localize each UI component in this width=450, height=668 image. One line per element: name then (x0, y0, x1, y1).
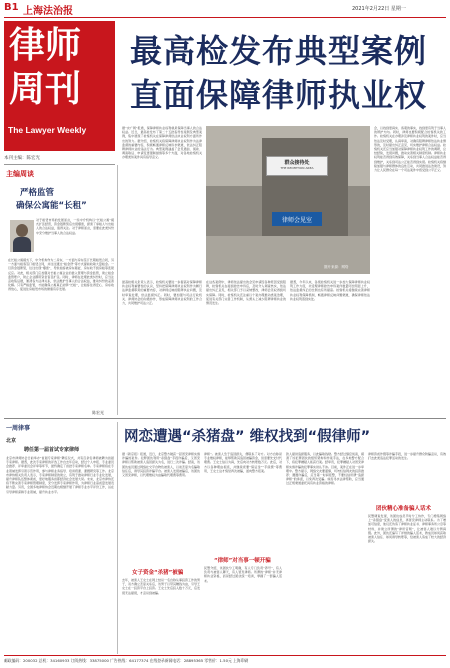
masthead-rule (4, 17, 446, 18)
bottom-col-2b: 民警介绍，该团伙分工明确，有人专门负责“养号”，有人负责与被害人聊天，有人冒充律师。所谓的“律师”并无律师执业资格，而是经过团伙统一培训，掌握了一套骗人话术。 (204, 566, 282, 583)
sign-lawyer-room (272, 212, 322, 226)
subhead-3: 团伙精心准备骗人话术 (376, 506, 432, 512)
sign-reception (266, 156, 328, 176)
photo-credit: 图片来源：网络 (324, 265, 349, 269)
news-head: 聘任第一届首试专家律师 (24, 447, 80, 453)
headline-line-2: 直面保障律师执业权 (130, 76, 428, 114)
bottom-col-1b: 去年，被害人王女士在网上结识一名自称从事投资工作的男子，双方确立恋爱关系后，该男子以带其赚钱为由，引导王女士在一投资平台上投资。王女士先后投入数十万元，后发现无法提现，才意识到被骗。 (122, 578, 200, 595)
section-rule (4, 418, 446, 419)
masthead (0, 0, 450, 18)
page-number: B1 (4, 2, 19, 13)
news-city: 北京 (6, 438, 17, 444)
headline-line-1: 最高检发布典型案例 (130, 32, 428, 70)
article-col-4: 据悉，今年以来，各级检察机关进一步加大保障律师执业权利工作力度，共受理律师控告申诉案件数量同比明显上升，依法监督纠正的比例也有所提高。检察机关将继续完善律师执业权利保障机制，畅通律师反映问题渠道，确保律师依法执业权利落到实处。 (290, 280, 370, 301)
bottom-col-3: 款人提供追损服务，以此骗取钱财。警方经过缜密侦查，摸清了该犯罪团伙的组织架构和作案手法，在多地警方配合下，将犯罪嫌疑人抓获归案。经审讯，犯罪嫌疑人对冒充律师实施诈骗的犯罪事实供认不讳。目前，案件正在进一步审理中。警方提示，网络交友要谨慎，切勿轻信网友的投资推荐；遭遇诈骗后，应当第一时间报警，不要轻信所谓“追损律师”的承诺，以免再次受骗。如需寻求法律帮助，应当通过正规渠道委托具有执业资格的律师。 (286, 452, 364, 486)
sidebar-author: 陈宏光 (92, 410, 104, 415)
sidebar-title-2: 确保公寓能“长租” (16, 201, 87, 211)
article-col-3: 在这些案例中，律师依法提出的会见申请因各种原因受到阻碍，检察机关在接到控告申诉后，及时介入调查核实，依法提出纠正意见，相关部门予以采纳整改，律师会见权得到切实保障。同时，检察机关还注重以个案办理推动类案治理，促进有关部门完善工作机制，从源头上减少阻碍律师执业的情况发生。 (206, 280, 286, 306)
divider (4, 164, 115, 165)
sidebar-section-label (4, 168, 115, 180)
sidebar-section-title: 主编周谈 (6, 170, 34, 178)
subhead-1: 女子资金“杀猪”被骗 (132, 570, 184, 576)
column-title-1: 律师 (9, 25, 82, 66)
article-col-2: 最高检相关负责人表示，检察机关要进一步提高对保障律师执业权利重要性的认识，坚持把保障律师执业权利作为履行法律监督职责的重要内容，对律师反映的阻碍执业问题，及时审查处理，依法监督纠正。同时，要加强与司法行政机关、律师协会的沟通协作，形成保障律师执业权利的工作合力，共同维护司法公正。 (122, 280, 202, 306)
sign-text-3: 律师会见室 (281, 217, 312, 224)
footer-rule (4, 655, 446, 656)
column-logo (4, 21, 115, 151)
subhead-2: “律师”对当事一顿开骗 (214, 558, 271, 564)
issue-date: 2021年2月22日 星期一 (352, 6, 406, 12)
column-editor: 本刊主编：陈宏光 (4, 156, 40, 161)
news-body: 北京市律师协会日前举办“首届专家律师”聘任仪式，共有百余名律师被聘为首届专家律师。据悉，此次专家律师的评选工作自去年启动，经过个人申报、专业委员会推荐、评审委员会评审等环节，最终确定了首批专家律师名单。专家律师将在专业领域发挥引领示范作用，参与律师业务指导、培训授课、课题研究等工作。北京市律协相关负责人表示，专家律师制度的建立，有利于推动律师行业专业化发展，提升律师队伍整体素质，更好地服务首都经济社会发展大局。未来，北京市律协还将不断完善专家律师管理制度，充分发挥专家律师作用，为律师行业高质量发展贡献力量。另讯，全国多地律师协会近期也相继开展了律师专业水平评价工作，旨在引导律师深耕专业领域，提升执业水平。 (6, 456, 114, 494)
paper-logo: 上海法治报 (23, 6, 73, 17)
column-title-2: 周刊 (9, 69, 82, 110)
author-photo (10, 220, 34, 252)
column-subtitle: The Lawyer Weekly (8, 125, 87, 135)
bottom-headline: 网恋遭遇“杀猪盘” 维权找到“假律师” (124, 429, 371, 445)
article-col-1: 据“央广网”报道，保障律师执业权利就是保障当事人的合法权益。近日，最高检发布了第二十五批指导性案例及典型案例，集中展现了检察机关在保障律师依法执业权利方面所作出的努力。据介绍，检察机关将保障律师执业权利作为法律监督的重要内容，积极畅通律师反映诉求渠道，依法纠正阻碍律师执业的违法行为。典型案例涵盖了会见通信、阅卷、调查取证、申请变更强制措施等多个方面，对各地检察机关办理类似案件具有指导意义。 (122, 126, 202, 160)
weekly-news-title: 一周律事 (6, 425, 31, 432)
sidebar-title-1: 严格监管 (20, 188, 55, 198)
article-col-5: 会，以找到更真实、客观的事实，找到更有利于当事人的辩护方向。同时，律师也要积极配合检察机关的工作。检察机关在办理涉及律师执业权利的案件时，应当依法及时受理，认真审查，对确有阻碍律师依法执业情形的，及时提出纠正意见，切实维护律师合法权益。检察机关还应当加强对保障律师执业权利工作的调研，总结经验，发现问题，推动完善相关制度机制。律师执业权利能否得到有效保障，关系到当事人合法权益能否得到维护，关系到司法公正能否得到实现。检察机关将继续加强与律师群体的良性互动，共同推进法治建设，努力让人民群众在每一个司法案件中感受到公平正义。 (374, 126, 446, 173)
sign-text-1: 群众接待处 (284, 160, 310, 166)
sidebar-text-1: 对于租赁市场的发展而言，一些中介机构以“长租公寓”模式扩张经营，资金链断裂后出现爆雷，损害了承租人与出租人的合法权益，值得关注。对于律师而言，需要在此类纠纷中充分维护当事人的合法权益。 (36, 218, 114, 235)
column-rule (117, 165, 118, 415)
bottom-col-4: 律师资质作假等诈骗手段，进一步提升群众防骗意识，有效打击此类违法犯罪活动的发生。 (368, 452, 446, 461)
bottom-col-1: 据《新京报》报道，近日，北京警方破获一起冒充律师实施诈骗的案件。犯罪团伙利用“杀猪盘”手段诈骗后，又冒充律师以帮助被害人追回损失为名，进行二次诈骗。经查，该团伙成员通过网络社交平台物色被害人，以谈恋爱为名骗取信任后，诱导其投资诈骗平台。被害人发现被骗后，该团伙又冒充律师，以代理维权为由骗取代理费等费用。 (122, 452, 200, 478)
sign-text-2: THE RECEPTION AREA (280, 166, 314, 170)
news-photo (206, 126, 370, 274)
sidebar-text-2: 在长租公寓模式下，中介机构作为二房东，一方面与房东签订长期租赁合同，另一方面与租客签订租赁合同，并往往通过“租金贷”等方式提前收取大量租金。一旦资金链断裂，往往出现“爆雷”，导致租客被房东驱赶、房东收不到房租等连锁反应。对此，相关部门应加强对长租公寓企业的准入管理与资金监管，建立租金监管账户，防止企业挪用资金盲目扩张。同时，律师在处理此类纠纷时，应当注意收集证据，厘清各方法律关系，依法维护当事人的合法权益，推动纠纷的妥善化解。只有严格监管，才能确保公寓真正能够“长租”，让租客住得安心、房东收得放心，促进住房租赁市场的健康有序发展。 (8, 258, 114, 292)
bottom-rule (117, 422, 118, 654)
footer-text: 邮政编码：200032 总机：34160933 订阅热线：33875000 广告热线：64177374 在线登录新闻电话：28895365 零售价：1.50元 上海印刷 (4, 658, 249, 663)
bottom-col-2: 律师”。被害人急于追回损失，便联系了对方。对方自称是专业维权律师，能够帮助其追回被骗资金，但需要先支付代理费。王女士信以为真，先后向对方转账数万元。此后，对方以各种理由拖延，并继续索要“保证金”“手续费”等费用，王女士这才察觉再次被骗，遂向警方报案。 (204, 452, 282, 473)
weekly-news-tag (4, 423, 115, 433)
bottom-col-4b: 民警调查发现，该团伙成员平时分工协作，专门搜集网络上“杀猪盘”受害人的信息，再冒充律师主动联系。为了增加可信度，他们还伪造了律师执业证书、律师事务所公章等材料，并建立所谓的“律所官网”，让被害人难以分辨真假。此外，团伙还编写了详细的骗人话术，教成员如何获取被害人信任、如何诱导转账等，给被害人造成了较大的经济损失。 (368, 514, 446, 544)
